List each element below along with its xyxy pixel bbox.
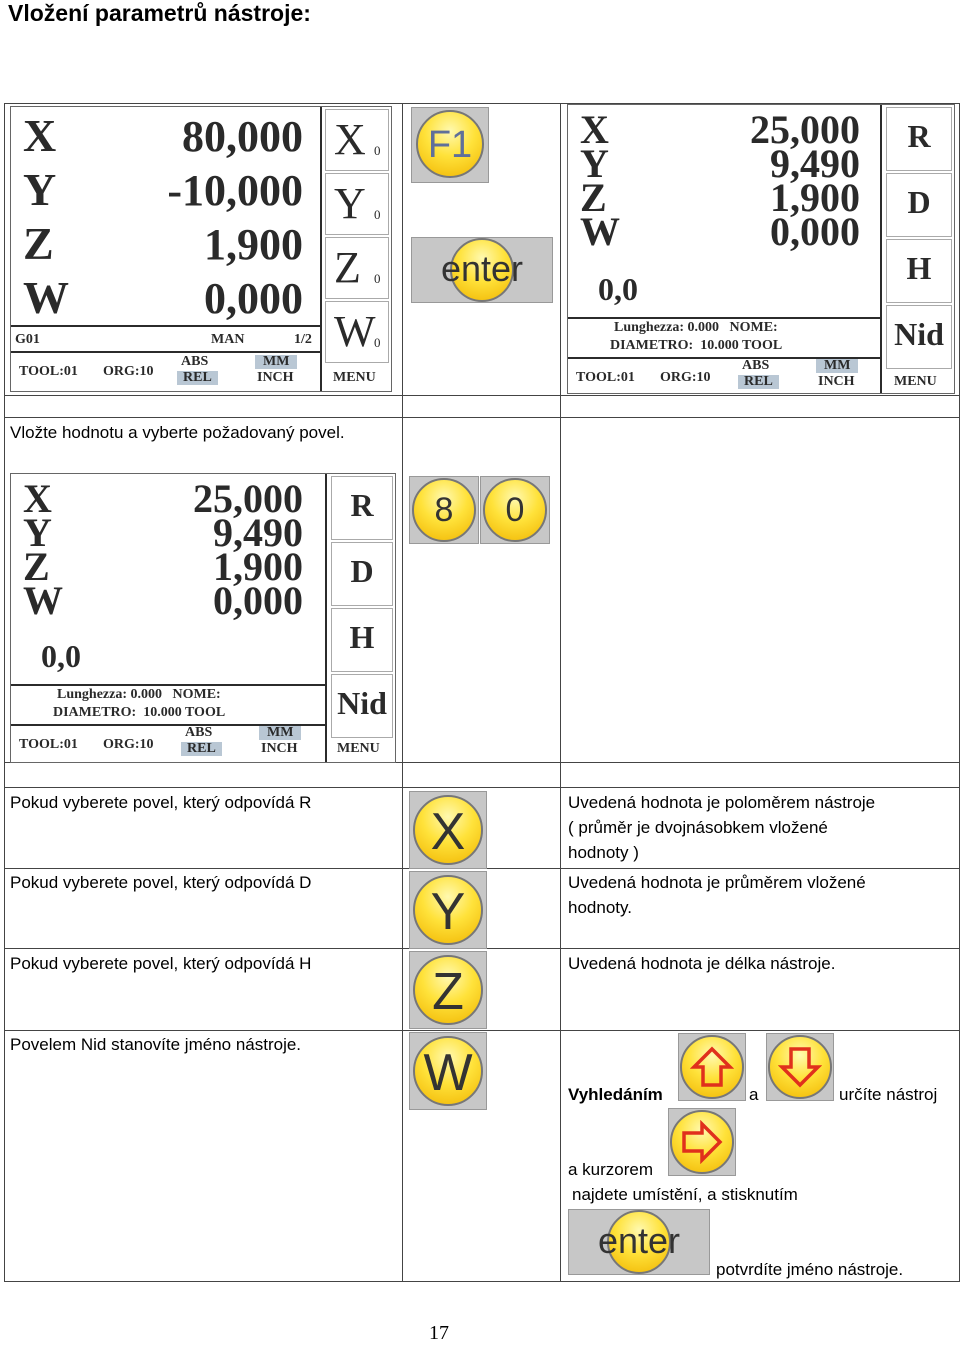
col-divider [560,103,561,1282]
status-divider [11,325,320,327]
menu-softkey[interactable]: MENU [894,374,937,389]
inch-label: INCH [257,370,294,385]
menu-softkey[interactable]: MENU [333,370,376,385]
axis-value-x: 25,000 [193,476,303,521]
tool-indicator: TOOL:01 [19,364,78,379]
axis-value-x: 80,000 [182,112,303,161]
axis-label-y: Y [23,510,52,555]
r-description [568,790,875,865]
axis-label-z: Z [580,175,607,220]
x-axis-key[interactable]: X [409,791,487,869]
mm-label: MM [816,359,858,373]
softkey-y0[interactable]: Y 0 [325,173,389,235]
screen-divider [880,105,882,393]
r-description-line: ( průměr je dvojnásobkem vložené [568,818,828,837]
axis-labels [580,107,620,254]
axis-value-x: 25,000 [750,107,860,152]
abs-label: ABS [742,358,770,373]
digit-8-key[interactable]: 8 [409,476,479,544]
abs-label: ABS [185,725,213,740]
row-divider [4,787,960,788]
page-title: Vložení parametrů nástroje: [8,0,311,26]
axis-label-x: X [23,110,57,161]
enter-key-confirm[interactable]: enter [568,1209,710,1275]
softkey-nid[interactable]: Nid [331,674,393,738]
if-h-text: Pokud vyberete povel, který odpovídá H [10,954,312,973]
confirm-text: potvrdíte jméno nástroje. [716,1260,904,1279]
entry-value: 0,0 [41,638,81,674]
f1-key[interactable]: F1 [411,107,489,183]
axis-label-w: W [23,272,69,323]
tool-info-diameter: DIAMETRO: 10.000 TOOL [53,705,226,720]
search-text: Vyhledáním [568,1085,663,1104]
arrow-up-icon [680,1035,744,1099]
tool-indicator: TOOL:01 [576,370,635,385]
row-divider [4,1030,960,1031]
tool-info-diameter: DIAMETRO: 10.000 TOOL [610,338,783,353]
if-r-text: Pokud vyberete povel, který odpovídá R [10,793,312,812]
menu-softkey[interactable]: MENU [337,741,380,756]
arrow-down-icon [768,1035,832,1099]
softkey-d[interactable]: D [886,173,952,237]
axis-label-w: W [580,209,620,254]
axis-value-w: 0,000 [213,578,303,623]
y-axis-key[interactable]: Y [409,871,487,949]
rel-label: REL [177,371,218,385]
w-axis-key[interactable]: W [409,1032,487,1110]
softkey-x0[interactable]: X 0 [325,109,389,171]
axis-values [688,107,860,254]
info-divider [11,684,325,686]
axis-value-w: 0,000 [204,274,303,323]
softkey-h[interactable]: H [331,608,393,672]
softkey-r[interactable]: R [886,107,952,171]
status-page: 1/2 [294,332,312,347]
mm-label: MM [259,726,301,740]
axis-label-x: X [580,107,609,152]
softkey-z0[interactable]: Z 0 [325,237,389,299]
arrow-down-key[interactable] [766,1033,834,1101]
h-description: Uvedená hodnota je délka nástroje. [568,954,836,973]
nid-text: Povelem Nid stanovíte jméno nástroje. [10,1035,302,1054]
cursor-text: a kurzorem [568,1160,654,1179]
origin-indicator: ORG:10 [103,364,154,379]
axis-label-y: Y [23,164,57,215]
d-description [568,870,866,920]
d-description-line: Uvedená hodnota je průměrem vložené [568,873,866,892]
tool-info-length-name: Lunghezza: 0.000 NOME: [614,320,778,335]
axis-value-w: 0,000 [770,209,860,254]
page-number: 17 [429,1322,449,1344]
origin-indicator: ORG:10 [660,370,711,385]
arrow-right-icon [670,1110,734,1174]
abs-label: ABS [181,354,209,369]
softkey-d[interactable]: D [331,542,393,606]
and-text: a [749,1085,759,1104]
axis-labels [23,476,63,623]
col-divider [4,103,5,1282]
screen-divider [320,107,322,391]
axis-label-z: Z [23,218,54,269]
status-mode: MAN [211,332,245,347]
insert-value-instruction: Vložte hodnotu a vyberte požadovaný povel. [10,423,345,442]
find-location-text: najdete umístění, a stisknutím [572,1185,798,1204]
axis-label-w: W [23,578,63,623]
enter-key[interactable]: enter [411,237,553,303]
status-divider [11,351,320,353]
axis-value-y: 9,490 [770,141,860,186]
axis-label-x: X [23,476,52,521]
lcd-screen-main [10,106,392,392]
axis-values [131,476,303,623]
axis-label-y: Y [580,141,609,186]
inch-label: INCH [261,741,298,756]
screen-divider [325,474,327,762]
if-d-text: Pokud vyberete povel, který odpovídá D [10,873,312,892]
rel-label: REL [738,375,779,389]
softkey-w0[interactable]: W 0 [325,301,389,363]
determine-text: určíte nástroj [839,1085,938,1104]
r-description-line: Uvedená hodnota je poloměrem nástroje [568,793,876,812]
softkey-h[interactable]: H [886,239,952,303]
arrow-up-key[interactable] [678,1033,746,1101]
softkey-nid[interactable]: Nid [886,305,952,369]
arrow-right-key[interactable] [668,1108,736,1176]
axis-value-z: 1,900 [770,175,860,220]
softkey-r[interactable]: R [331,476,393,540]
tool-info-length-name: Lunghezza: 0.000 NOME: [57,687,221,702]
rel-label: REL [181,742,222,756]
axis-value-z: 1,900 [204,220,303,269]
lcd-screen-tool-entry-2 [10,473,396,763]
row-divider [4,395,960,396]
z-axis-key[interactable]: Z [409,951,487,1029]
axis-value-y: 9,490 [213,510,303,555]
digit-0-key[interactable]: 0 [480,476,550,544]
axis-value-z: 1,900 [213,544,303,589]
col-divider [402,103,403,1282]
axis-value-y: -10,000 [167,166,303,215]
info-divider [568,317,880,319]
d-description-line: hodnoty. [568,898,632,917]
tool-indicator: TOOL:01 [19,737,78,752]
inch-label: INCH [818,374,855,389]
row-divider [4,417,960,418]
entry-value: 0,0 [598,271,638,307]
lcd-screen-tool-entry [567,104,955,394]
origin-indicator: ORG:10 [103,737,154,752]
mm-label: MM [255,355,297,369]
r-description-line: hodnoty ) [568,843,639,862]
axis-label-z: Z [23,544,50,589]
status-gcode: G01 [15,332,40,347]
